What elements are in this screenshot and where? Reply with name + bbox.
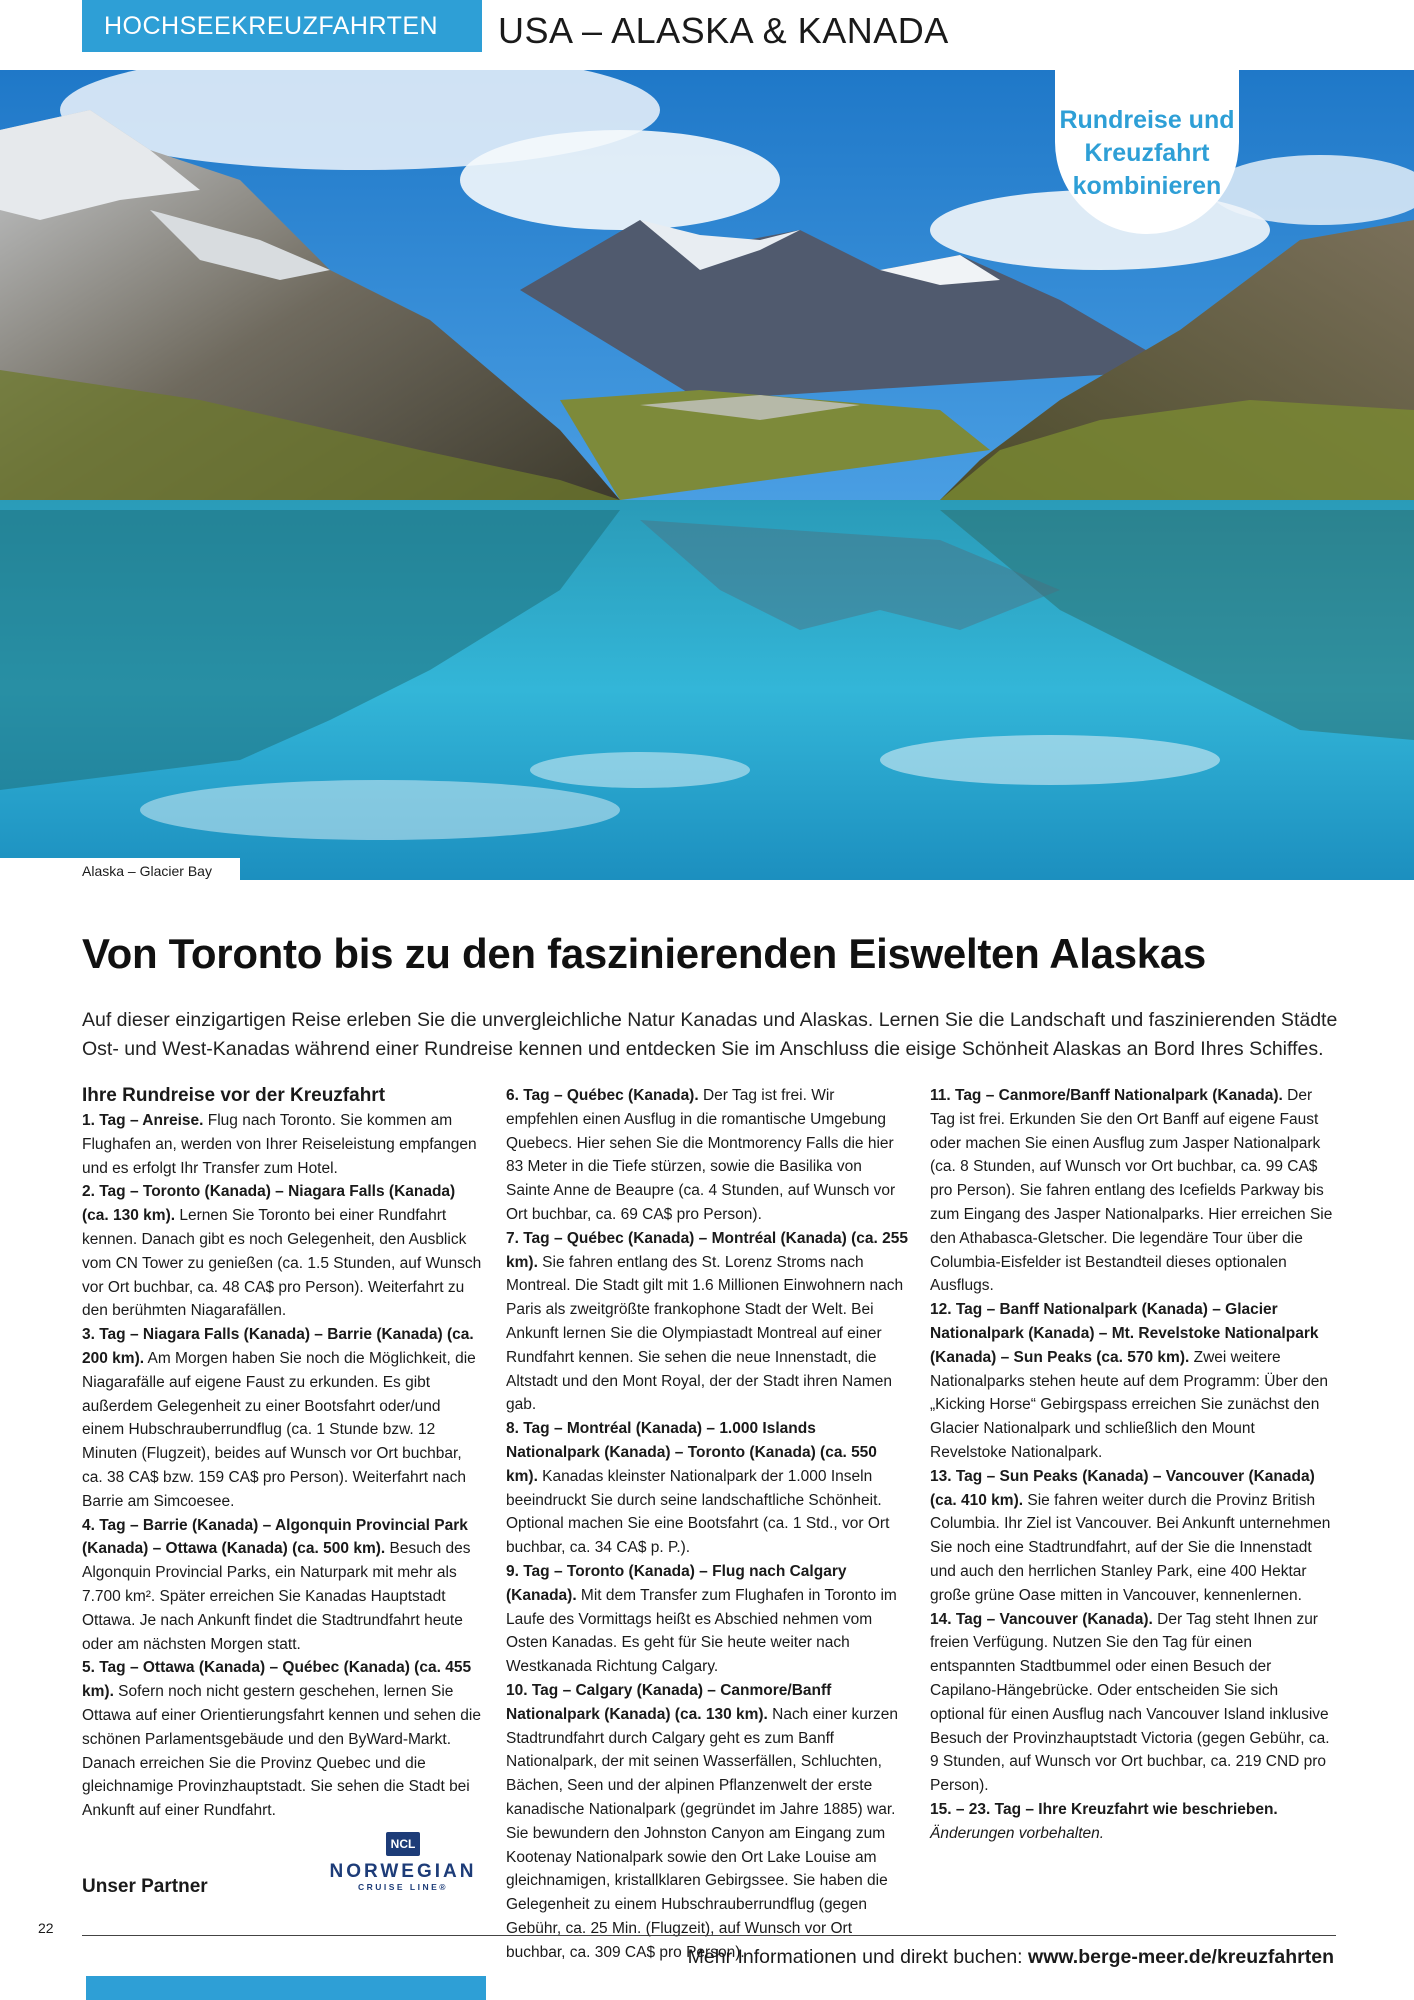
- day-item: [82, 1109, 484, 1180]
- day-item: [82, 1656, 484, 1823]
- booking-link[interactable]: www.berge-meer.de/kreuzfahrten: [1028, 1946, 1334, 1968]
- itinerary-column-3: [930, 1084, 1334, 1846]
- footer-accent-bar: [86, 1976, 486, 2000]
- day-text: Mit dem Transfer zum Flughafen in Toronto im Laufe des Vormittags heißt es Abschied nehmen vom Osten Kanadas. Es geht für Sie heute weiter nach Westkanada Richtung Calgary.: [506, 1586, 897, 1676]
- day-title: 9. Tag – Toronto (Kanada) – Flug nach Calgary (Kanada).: [506, 1562, 847, 1604]
- day-item: [930, 1798, 1334, 1822]
- footer-info: [688, 1946, 1334, 1969]
- day-item: [930, 1608, 1334, 1798]
- day-item: [82, 1323, 484, 1513]
- norwegian-cruise-line-logo: [320, 1832, 486, 1902]
- day-text: Sie fahren weiter durch die Provinz British Columbia. Ihr Ziel ist Vancouver. Bei Ankunft unternehmen Sie noch eine Stadtrundfahrt, auf der Sie die Innenstadt und auch den herrlichen Stanley Park, eine 400 Hektar große grüne Oase mitten in Vancouver, kennenlernen.: [930, 1491, 1331, 1604]
- day-text: Lernen Sie Toronto bei einer Rundfahrt kennen. Danach gibt es noch Gelegenheit, den Ausblick vom CN Tower zu genießen (ca. 1.5 Stunden, auf Wunsch vor Ort buchbar, ca. 48 CA$ pro Person). Weiterfahrt zu den berühmten Niagarafällen.: [82, 1207, 482, 1320]
- image-caption: Alaska – Glacier Bay: [0, 858, 240, 882]
- logo-name: NORWEGIAN: [329, 1861, 477, 1882]
- badge-line-2: Kreuzfahrt: [1084, 138, 1210, 167]
- badge-line-3: kombinieren: [1072, 171, 1222, 200]
- day-text: Nach einer kurzen Stadtrundfahrt durch Calgary geht es zum Banff Nationalpark, der mit seinen Wasserfällen, Schluchten, Bächen, Seen und der alpinen Pflanzenwelt der erste kanadische Nationalpark (gegründet im Jahre 1885) war. Sie bewundern den Johnston Canyon am Eingang zum Kootenay Nationalpark sowie den Ort Lake Louise am gleichnamigen, kristallklaren Gebirgssee. Sie haben die Gelegenheit zu einem Hubschrauberrundflug (gegen Gebühr, ca. 25 Min. (Flugzeit), auf Wunsch vor Ort buchbar, ca. 309 CA$ pro Person).: [506, 1705, 898, 1961]
- day-text: Der Tag ist frei. Wir empfehlen einen Ausflug in die romantische Umgebung Quebecs. Hier sehen Sie die Montmorency Falls die hier 83 Meter in die Tiefe stürzen, sowie die Basilika von Sainte Anne de Beaupre (ca. 4 Stunden, auf Wunsch vor Ort buchbar, ca. 69 CA$ pro Person).: [506, 1087, 896, 1223]
- itinerary-column-2: [506, 1084, 908, 1964]
- disclaimer: Änderungen vorbehalten.: [930, 1824, 1105, 1842]
- day-title: 10. Tag – Calgary (Kanada) – Canmore/Banff Nationalpark (Kanada) (ca. 130 km).: [506, 1681, 832, 1723]
- day-item: [82, 1180, 484, 1323]
- day-item: [506, 1679, 908, 1965]
- ncl-badge: NCL: [386, 1832, 420, 1856]
- day-item: [930, 1084, 1334, 1298]
- day-item: [82, 1514, 484, 1657]
- day-title: 6. Tag – Québec (Kanada).: [506, 1087, 699, 1104]
- page-number: 22: [38, 1920, 54, 1936]
- footer-info-text: Mehr Informationen und direkt buchen:: [687, 1946, 1029, 1968]
- article-intro: Auf dieser einzigartigen Reise erleben Sie die unvergleichliche Natur Kanadas und Alaskas. Lernen Sie die Landschaft und faszinierenden Städte Ost- und West-Kanadas während einer Rundreise kennen und entdecken Sie im Anschluss die eisige Schönheit Alaskas an Bord Ihres Schiffes.: [82, 1009, 1338, 1060]
- itinerary-column-1: [82, 1084, 484, 1823]
- day-text: Der Tag ist frei. Erkunden Sie den Ort Banff auf eigene Faust oder machen Sie einen Ausflug zum Jasper Nationalpark (ca. 8 Stunden, auf Wunsch vor Ort buchbar, ca. 99 CA$ pro Person). Sie fahren entlang des Icefields Parkway bis zum Eingang des Jasper Nationalparks. Hier erreichen Sie den Athabasca-Gletscher. Die legendäre Tour über die Columbia-Eisfelder ist Bestandteil dieses optionalen Ausflugs.: [930, 1087, 1333, 1295]
- logo-subtitle: CRUISE LINE®: [357, 1882, 449, 1892]
- day-text: Flug nach Toronto. Sie kommen am Flughafen an, werden von Ihrer Reiseleistung empfangen und es erfolgt Ihr Transfer zum Hotel.: [82, 1112, 477, 1177]
- day-title: 13. Tag – Sun Peaks (Kanada) – Vancouver (Kanada) (ca. 410 km).: [930, 1467, 1315, 1509]
- day-title: 4. Tag – Barrie (Kanada) – Algonquin Provincial Park (Kanada) – Ottawa (Kanada) (ca. 500 km).: [82, 1516, 468, 1558]
- day-text: Kanadas kleinster Nationalpark der 1.000 Inseln beeindruckt Sie durch seine landschaftliche Schönheit. Optional machen Sie eine Bootsfahrt (ca. 1 Std., vor Ort buchbar, ca. 34 CA$ p. P.).: [506, 1467, 890, 1557]
- day-title: 7. Tag – Québec (Kanada) – Montréal (Kanada) (ca. 255 km).: [506, 1229, 908, 1271]
- badge-line-1: Rundreise und: [1059, 105, 1235, 134]
- partner-label: Unser Partner: [82, 1876, 208, 1897]
- day-text: Sie fahren entlang des St. Lorenz Stroms nach Montreal. Die Stadt gilt mit 1.6 Millionen Einwohnern nach Paris als zweitgrößte frankophone Stadt der Welt. Bei Ankunft lernen Sie die Olympiastadt Montreal auf einer Rundfahrt kennen. Sie sehen die neue Innenstadt, die Altstadt und den Mont Royal, der der Stadt ihren Namen gab.: [506, 1253, 904, 1414]
- day-item: [930, 1465, 1334, 1608]
- day-title: 1. Tag – Anreise.: [82, 1112, 204, 1129]
- day-item: [930, 1298, 1334, 1465]
- article-headline: Von Toronto bis zu den faszinierenden Eiswelten Alaskas: [82, 930, 1206, 977]
- day-title: 14. Tag – Vancouver (Kanada).: [930, 1610, 1153, 1628]
- day-text: Zwei weitere Nationalparks stehen heute auf dem Programm: Über den „Kicking Horse“ Gebirgspass erreichen Sie zunächst den Glacier Nationalpark und schließlich den Mount Revelstoke Nationalpark.: [930, 1348, 1329, 1461]
- day-item: [506, 1084, 908, 1227]
- day-text: Am Morgen haben Sie noch die Möglichkeit, die Niagarafälle auf eigene Faust zu erkunden. Es gibt außerdem Gelegenheit zu einer Bootsfahrt oder/und einem Hubschrauberrundflug (ca. 1 Stunde bzw. 12 Minuten (Flugzeit), beides auf Wunsch vor Ort buchbar, ca. 38 CA$ bzw. 159 CA$ pro Person). Weiterfahrt nach Barrie am Simcoesee.: [82, 1349, 476, 1510]
- day-item: [506, 1227, 908, 1417]
- day-title: 5. Tag – Ottawa (Kanada) – Québec (Kanada) (ca. 455 km).: [82, 1659, 472, 1701]
- day-title: 2. Tag – Toronto (Kanada) – Niagara Falls (Kanada) (ca. 130 km).: [82, 1183, 456, 1225]
- day-item: [506, 1417, 908, 1560]
- day-text: Besuch des Algonquin Provincial Parks, ein Naturpark mit mehr als 7.700 km². Später erreichen Sie Kanadas Hauptstadt Ottawa. Je nach Ankunft findet die Stadtrundfahrt heute oder am nächsten Morgen statt.: [82, 1540, 471, 1653]
- day-title: 12. Tag – Banff Nationalpark (Kanada) – Glacier Nationalpark (Kanada) – Mt. Revelstoke Nationalpark (Kanada) – Sun Peaks (ca. 570 km).: [930, 1301, 1319, 1366]
- day-title: 11. Tag – Canmore/Banff Nationalpark (Kanada).: [930, 1087, 1283, 1104]
- day-title: 3. Tag – Niagara Falls (Kanada) – Barrie (Kanada) (ca. 200 km).: [82, 1326, 474, 1367]
- destination-title: USA – ALASKA & KANADA: [498, 10, 949, 51]
- day-title: 8. Tag – Montréal (Kanada) – 1.000 Islands Nationalpark (Kanada) – Toronto (Kanada) (ca. 550 km).: [506, 1420, 877, 1485]
- day-item: [506, 1560, 908, 1679]
- footer-divider: [82, 1935, 1336, 1936]
- category-label: HOCHSEEKREUZFAHRTEN: [82, 0, 482, 52]
- day-text: Sofern noch nicht gestern geschehen, lernen Sie Ottawa auf einer Orientierungsfahrt kennen und sehen die schönen Parlamentsgebäude und den ByWard-Markt. Danach erreichen Sie die Provinz Quebec und die gleichnamige Provinzhauptstadt. Sie sehen die Stadt bei Ankunft auf einer Rundfahrt.: [82, 1683, 481, 1820]
- day-text: Der Tag steht Ihnen zur freien Verfügung. Nutzen Sie den Tag für einen entspannten Stadtbummel oder einen Besuch der Capilano-Hängebrücke. Oder entscheiden Sie sich optional für einen Ausflug nach Vancouver Island inklusive Besuch der Provinzhauptstadt Victoria (gegen Gebühr, ca. 9 Stunden, auf Wunsch vor Ort buchbar, ca. 219 CND pro Person).: [930, 1610, 1330, 1795]
- section-title: Ihre Rundreise vor der Kreuzfahrt: [82, 1085, 386, 1106]
- day-title: 15. – 23. Tag – Ihre Kreuzfahrt wie beschrieben.: [930, 1800, 1278, 1818]
